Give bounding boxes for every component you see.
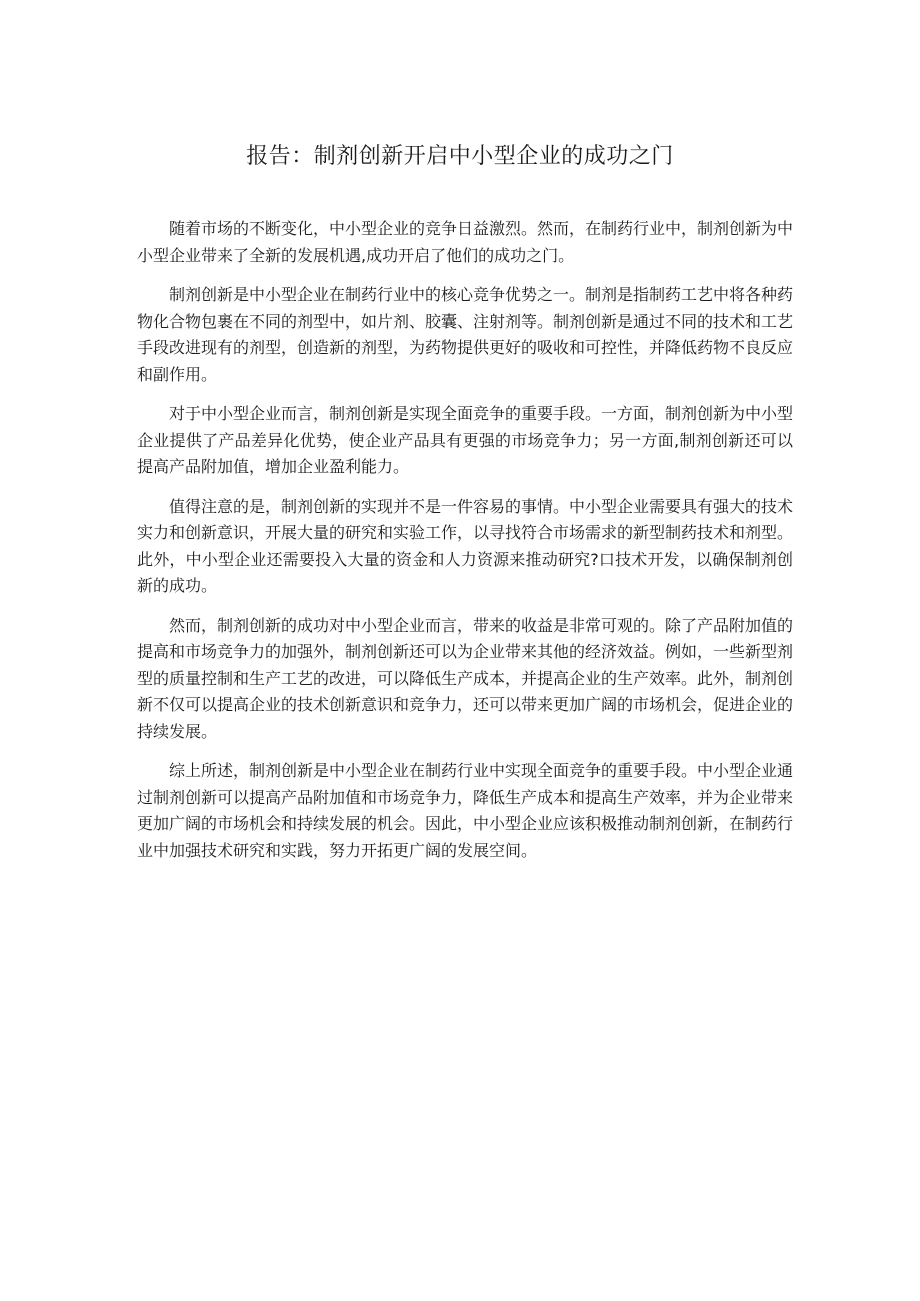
paragraph-3: 对于中小型企业而言，制剂创新是实现全面竞争的重要手段。一方面，制剂创新为中小型企业提供了产品差异化优势，使企业产品具有更强的市场竞争力；另一方面,制剂创新还可以提高产品附加值，增加企业盈利能力。 (137, 404, 794, 476)
paragraph-2: 制剂创新是中小型企业在制药行业中的核心竞争优势之一。制剂是指制药工艺中将各种药物化合物包裹在不同的剂型中，如片剂、胶囊、注射剂等。制剂创新是通过不同的技术和工艺手段改进现有的剂型，创造新的剂型，为药物提供更好的吸收和可控性，并降低药物不良反应和副作用。 (137, 285, 794, 384)
paragraph-4: 值得注意的是，制剂创新的实现并不是一件容易的事情。中小型企业需要具有强大的技术实力和创新意识，开展大量的研究和实验工作，以寻找符合市场需求的新型制药技术和剂型。此外，中小型企业还需要投入大量的资金和人力资源来推动研究?口技术开发，以确保制剂创新的成功。 (137, 496, 794, 595)
paragraph-5: 然而，制剂创新的成功对中小型企业而言，带来的收益是非常可观的。除了产品附加值的提高和市场竞争力的加强外，制剂创新还可以为企业带来其他的经济效益。例如，一些新型剂型的质量控制和生产工艺的改进，可以降低生产成本，并提高企业的生产效率。此外，制剂创新不仅可以提高企业的技术创新意识和竞争力，还可以带来更加广阔的市场机会，促进企业的持续发展。 (137, 615, 794, 741)
paragraph-6: 综上所述，制剂创新是中小型企业在制药行业中实现全面竞争的重要手段。中小型企业通过制剂创新可以提高产品附加值和市场竞争力，降低生产成本和提高生产效率，并为企业带来更加广阔的市场机会和持续发展的机会。因此，中小型企业应该积极推动制剂创新，在制药行业中加强技术研究和实践，努力开拓更广阔的发展空间。 (137, 761, 794, 860)
document-body (137, 216, 793, 877)
document-title: 报告：制剂创新开启中小型企业的成功之门 (246, 144, 674, 169)
paragraph-1: 随着市场的不断变化，中小型企业的竞争日益激烈。然而，在制药行业中，制剂创新为中小型企业带来了全新的发展机遇,成功开启了他们的成功之门。 (137, 219, 794, 265)
